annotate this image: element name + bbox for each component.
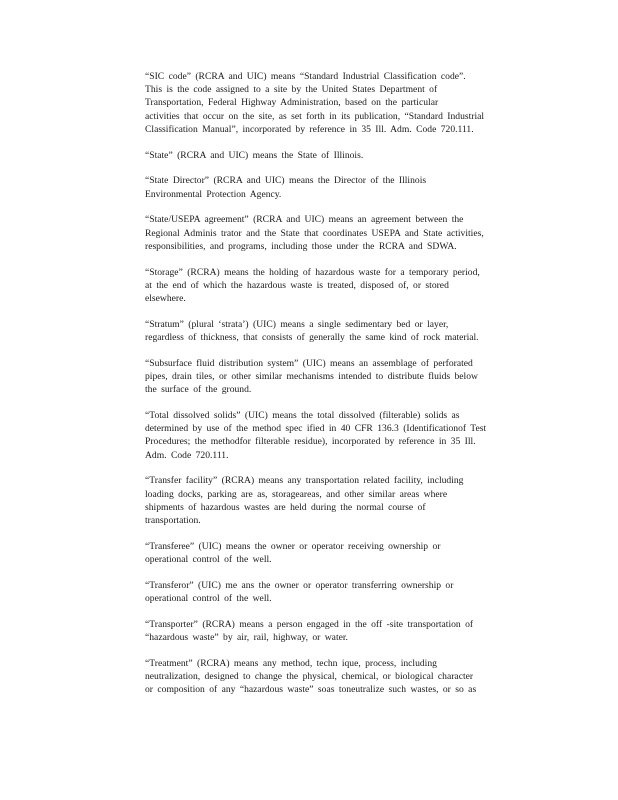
definition-subsurface-fluid-distribution-system [145,357,540,397]
definition-line: “Transfer facility” (RCRA) means any transportation related facility, including [145,475,464,487]
definition-line: “Transferor” (UIC) me ans the owner or operator transferring ownership or [145,579,454,591]
definition-line: operational control of the well. [145,593,272,605]
definition-line: Classification Manual”, incorporated by reference in 35 Ill. Adm. Code 720.111. [145,123,474,135]
definition-line: “Storage” (RCRA) means the holding of hazardous waste for a temporary period, [145,266,480,278]
definition-line: or composition of any “hazardous waste” soas toneutralize such wastes, or so as [145,684,477,696]
definition-line: “State” (RCRA and UIC) means the State of Illinois. [145,149,364,161]
definition-transferor [145,579,540,605]
definition-line: at the end of which the hazardous waste is treated, disposed of, or stored [145,279,449,291]
definition-line: “hazardous waste” by air, rail, highway, or water. [145,632,348,644]
definition-line: shipments of hazardous wastes are held during the normal course of [145,501,426,513]
definition-line: pipes, drain tiles, or other similar mechanisms intended to distribute fluids below [145,371,478,383]
definition-line: transportation. [145,515,201,527]
definition-line: This is the code assigned to a site by the United States Department of [145,84,438,96]
definition-sic-code [145,70,540,136]
definition-line: Environmental Protection Agency. [145,188,282,200]
definition-line: “Subsurface fluid distribution system” (UIC) means an assemblage of perforated [145,357,473,369]
definition-line: “Treatment” (RCRA) means any method, techn ique, process, including [145,657,437,669]
definition-line: Transportation, Federal Highway Administration, based on the particular [145,97,439,109]
definition-stratum [145,318,540,344]
definition-line: “SIC code” (RCRA and UIC) means “Standard Industrial Classification code”. [145,71,466,82]
definition-line: “Transferee” (UIC) means the owner or operator receiving ownership or [145,540,441,552]
definition-line: “Transporter” (RCRA) means a person engaged in the off -site transportation of [145,618,474,630]
definition-line: determined by use of the method spec ified in 40 CFR 136.3 (Identificationof Test [145,423,487,435]
definition-line: operational control of the well. [145,554,272,566]
definition-line: responsibilities, and programs, including those under the RCRA and SDWA. [145,240,457,252]
document-body [145,70,540,709]
definition-state-director [145,174,540,200]
definition-transporter [145,618,540,644]
definition-state-usepa-agreement [145,213,540,253]
definition-line: neutralization, designed to change the physical, chemical, or biological character [145,671,474,683]
definition-total-dissolved-solids [145,409,540,462]
definition-treatment [145,657,540,697]
definition-line: Procedures; the methodfor filterable residue), incorporated by reference in 35 Ill. [145,436,476,448]
definition-line: “State Director” (RCRA and UIC) means the Director of the Illinois [145,175,427,187]
definition-line: Adm. Code 720.111. [145,449,229,461]
definition-line: “State/USEPA agreement” (RCRA and UIC) means an agreement between the [145,214,464,226]
definition-line: elsewhere. [145,293,186,305]
definition-line: regardless of thickness, that consists of generally the same kind of rock material. [145,332,479,344]
definition-line: “Stratum” (plural ‘strata’) (UIC) means a single sedimentary bed or layer, [145,318,449,330]
definition-line: Regional Adminis trator and the State that coordinates USEPA and State activities, [145,227,484,239]
definition-storage [145,266,540,306]
definition-line: “Total dissolved solids” (UIC) means the total dissolved (filterable) solids as [145,410,460,422]
definition-line: activities that occur on the site, as set forth in its publication, “Standard Industrial [145,110,485,122]
definition-transfer-facility [145,474,540,527]
definition-line: loading docks, parking are as, storageareas, and other similar areas where [145,488,448,500]
definition-line: the surface of the ground. [145,384,252,396]
definition-transferee [145,540,540,566]
definition-state [145,149,540,162]
